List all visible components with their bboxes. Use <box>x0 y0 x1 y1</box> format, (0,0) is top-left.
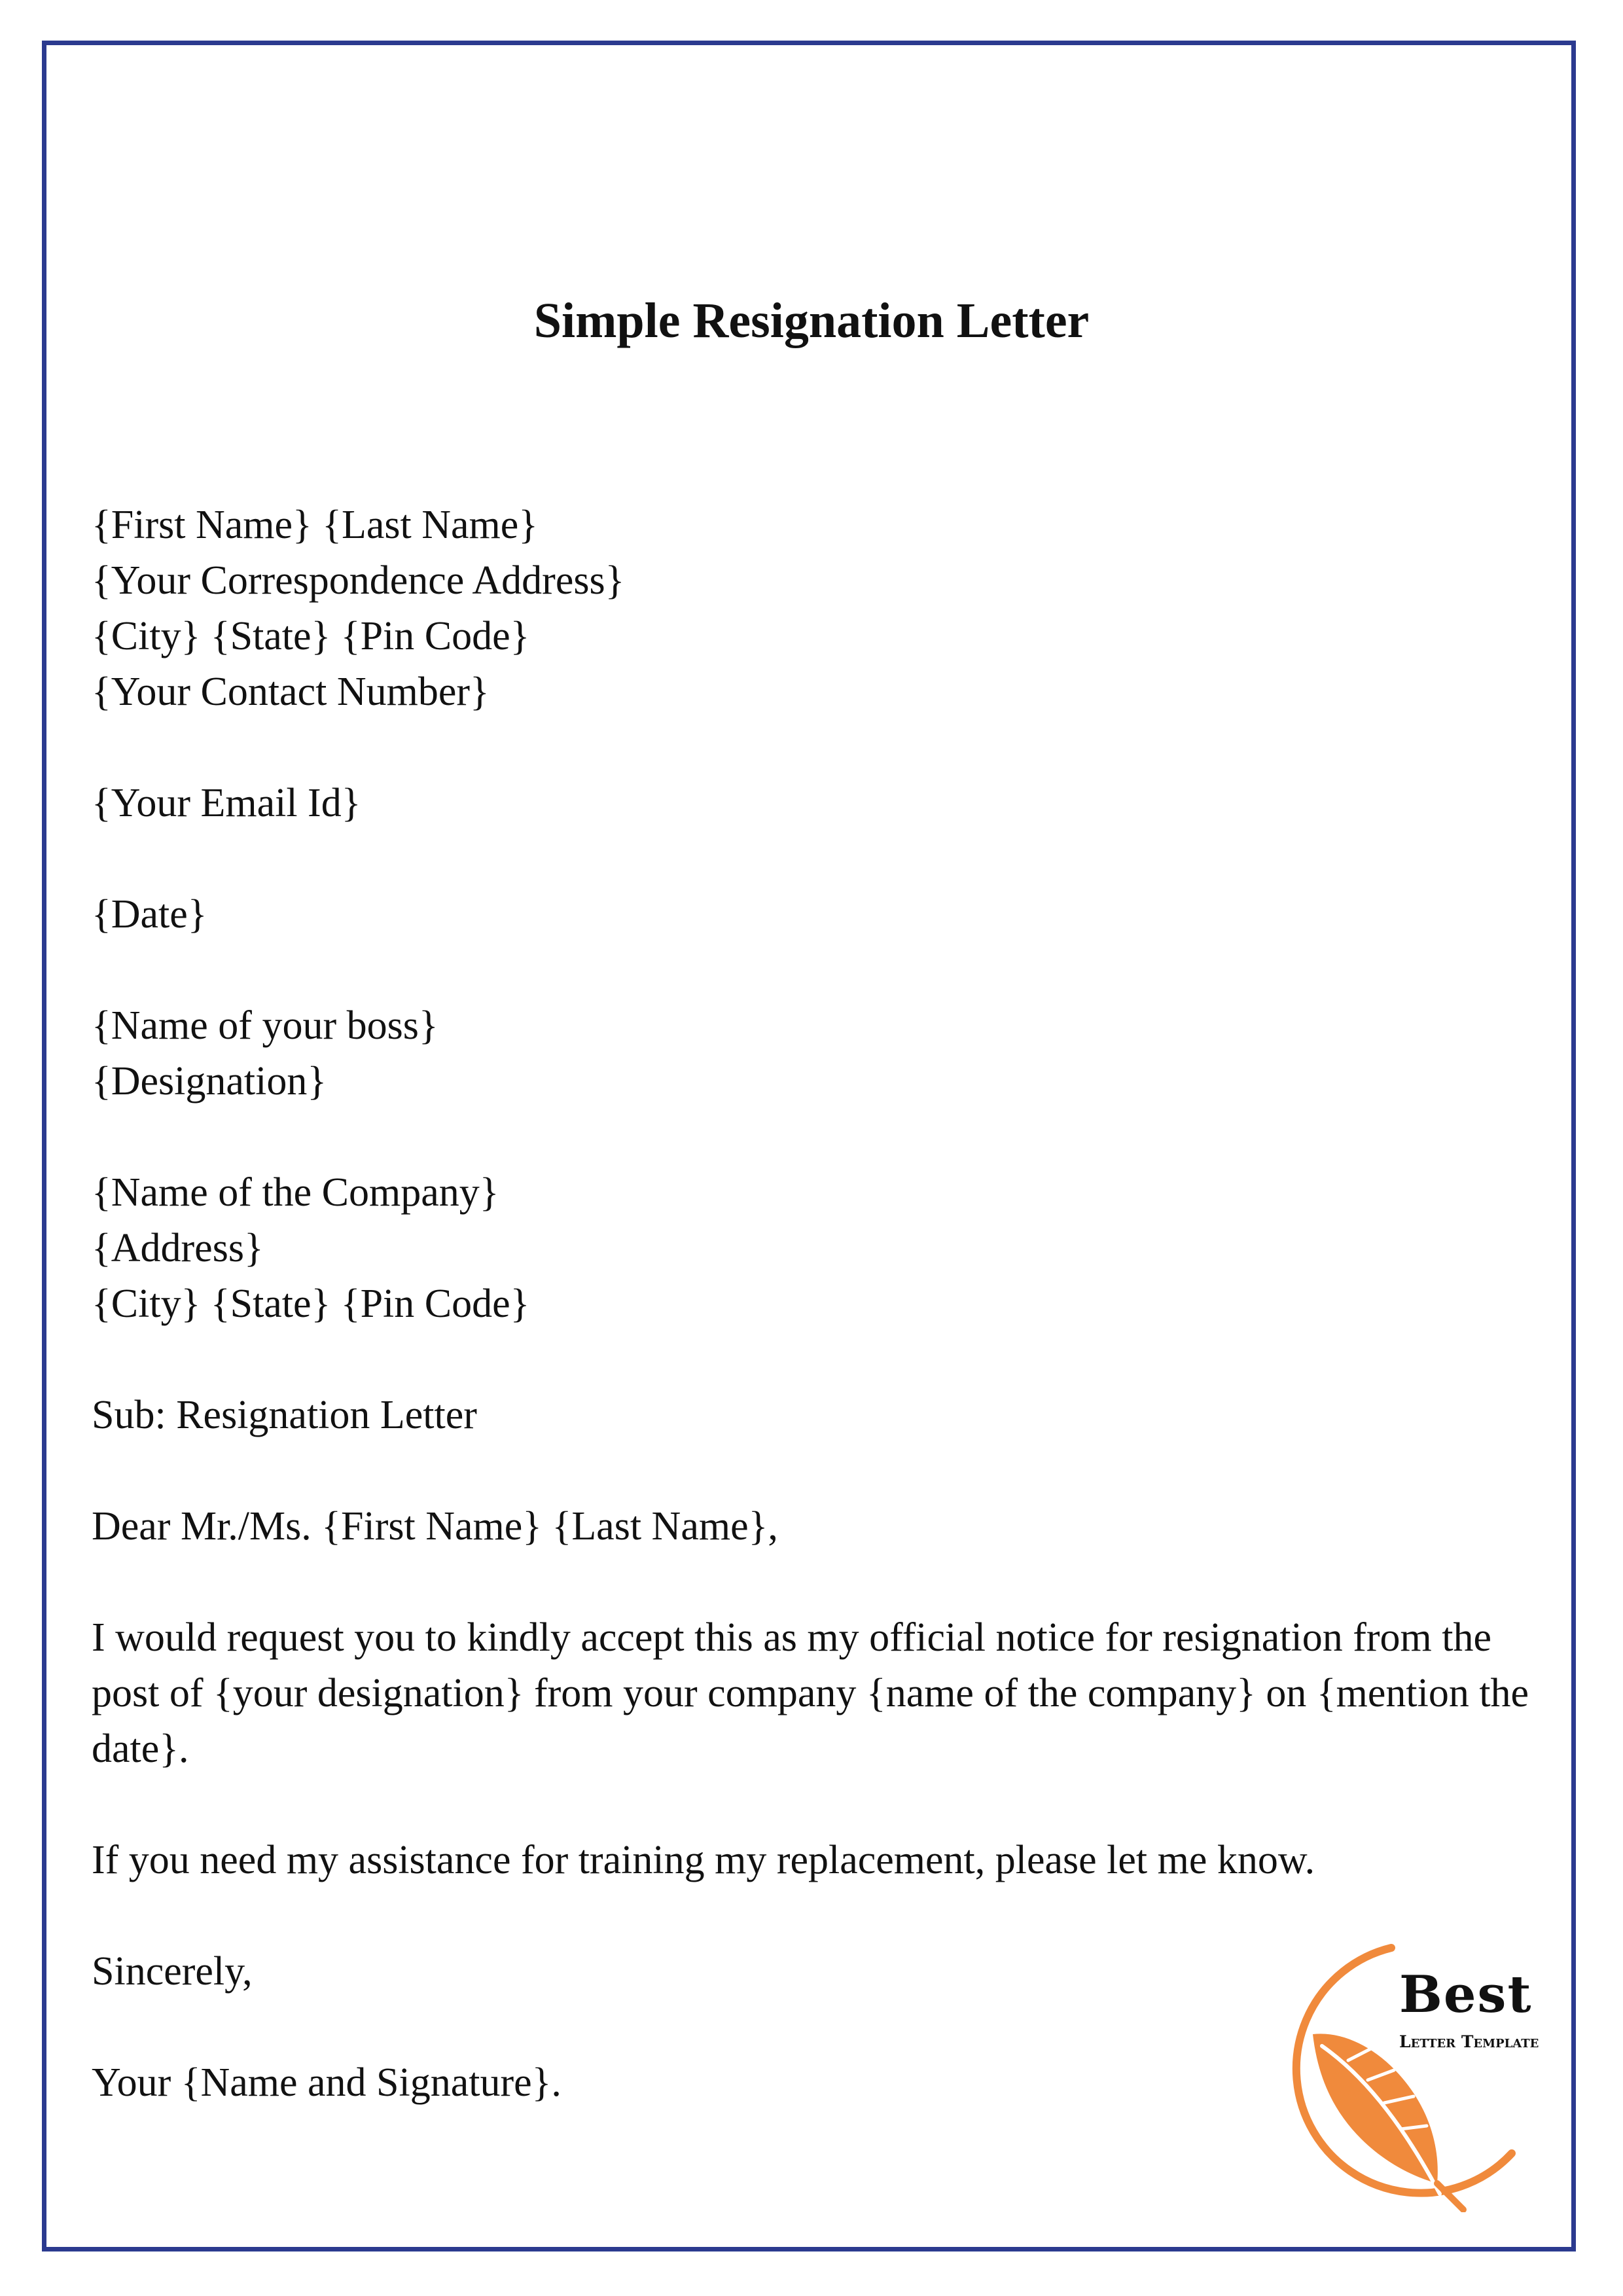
logo-word: Best <box>1399 1965 1533 2024</box>
closing: Sincerely, <box>92 1949 253 1994</box>
subject-line: Sub: Resignation Letter <box>92 1393 477 1437</box>
sender-address: {Your Correspondence Address} <box>92 558 625 603</box>
company-block <box>92 1165 1544 1332</box>
sender-email: {Your Email Id} <box>92 781 361 825</box>
sender-contact: {Your Contact Number} <box>92 670 490 714</box>
recipient-block <box>92 998 1544 1109</box>
logo-tagline: Letter Template <box>1399 2032 1539 2051</box>
feather-icon <box>1313 2034 1463 2210</box>
letter-date: {Date} <box>92 892 207 937</box>
sender-block <box>92 497 1544 720</box>
document-title: Simple Resignation Letter <box>533 293 1090 348</box>
best-letter-template-logo <box>1263 1937 1564 2212</box>
recipient-company: {Name of the Company} <box>92 1170 499 1215</box>
body-paragraph-1: I would request you to kindly accept this as my official notice for resignation from the post of {your designation} from your company {name of the company} on {mention the date}. <box>92 1615 1529 1771</box>
letter-body <box>92 497 1544 2111</box>
signature-line: Your {Name and Signature}. <box>92 2060 562 2105</box>
sender-city: {City} {State} {Pin Code} <box>92 614 530 658</box>
salutation: Dear Mr./Ms. {First Name} {Last Name}, <box>92 1504 778 1549</box>
recipient-address: {Address} <box>92 1226 264 1270</box>
sender-name: {First Name} {Last Name} <box>92 503 539 547</box>
recipient-city: {City} {State} {Pin Code} <box>92 1282 530 1326</box>
recipient-designation: {Designation} <box>92 1059 327 1103</box>
body-paragraph-2: If you need my assistance for training my replacement, please let me know. <box>92 1838 1315 1882</box>
recipient-boss: {Name of your boss} <box>92 1003 438 1048</box>
